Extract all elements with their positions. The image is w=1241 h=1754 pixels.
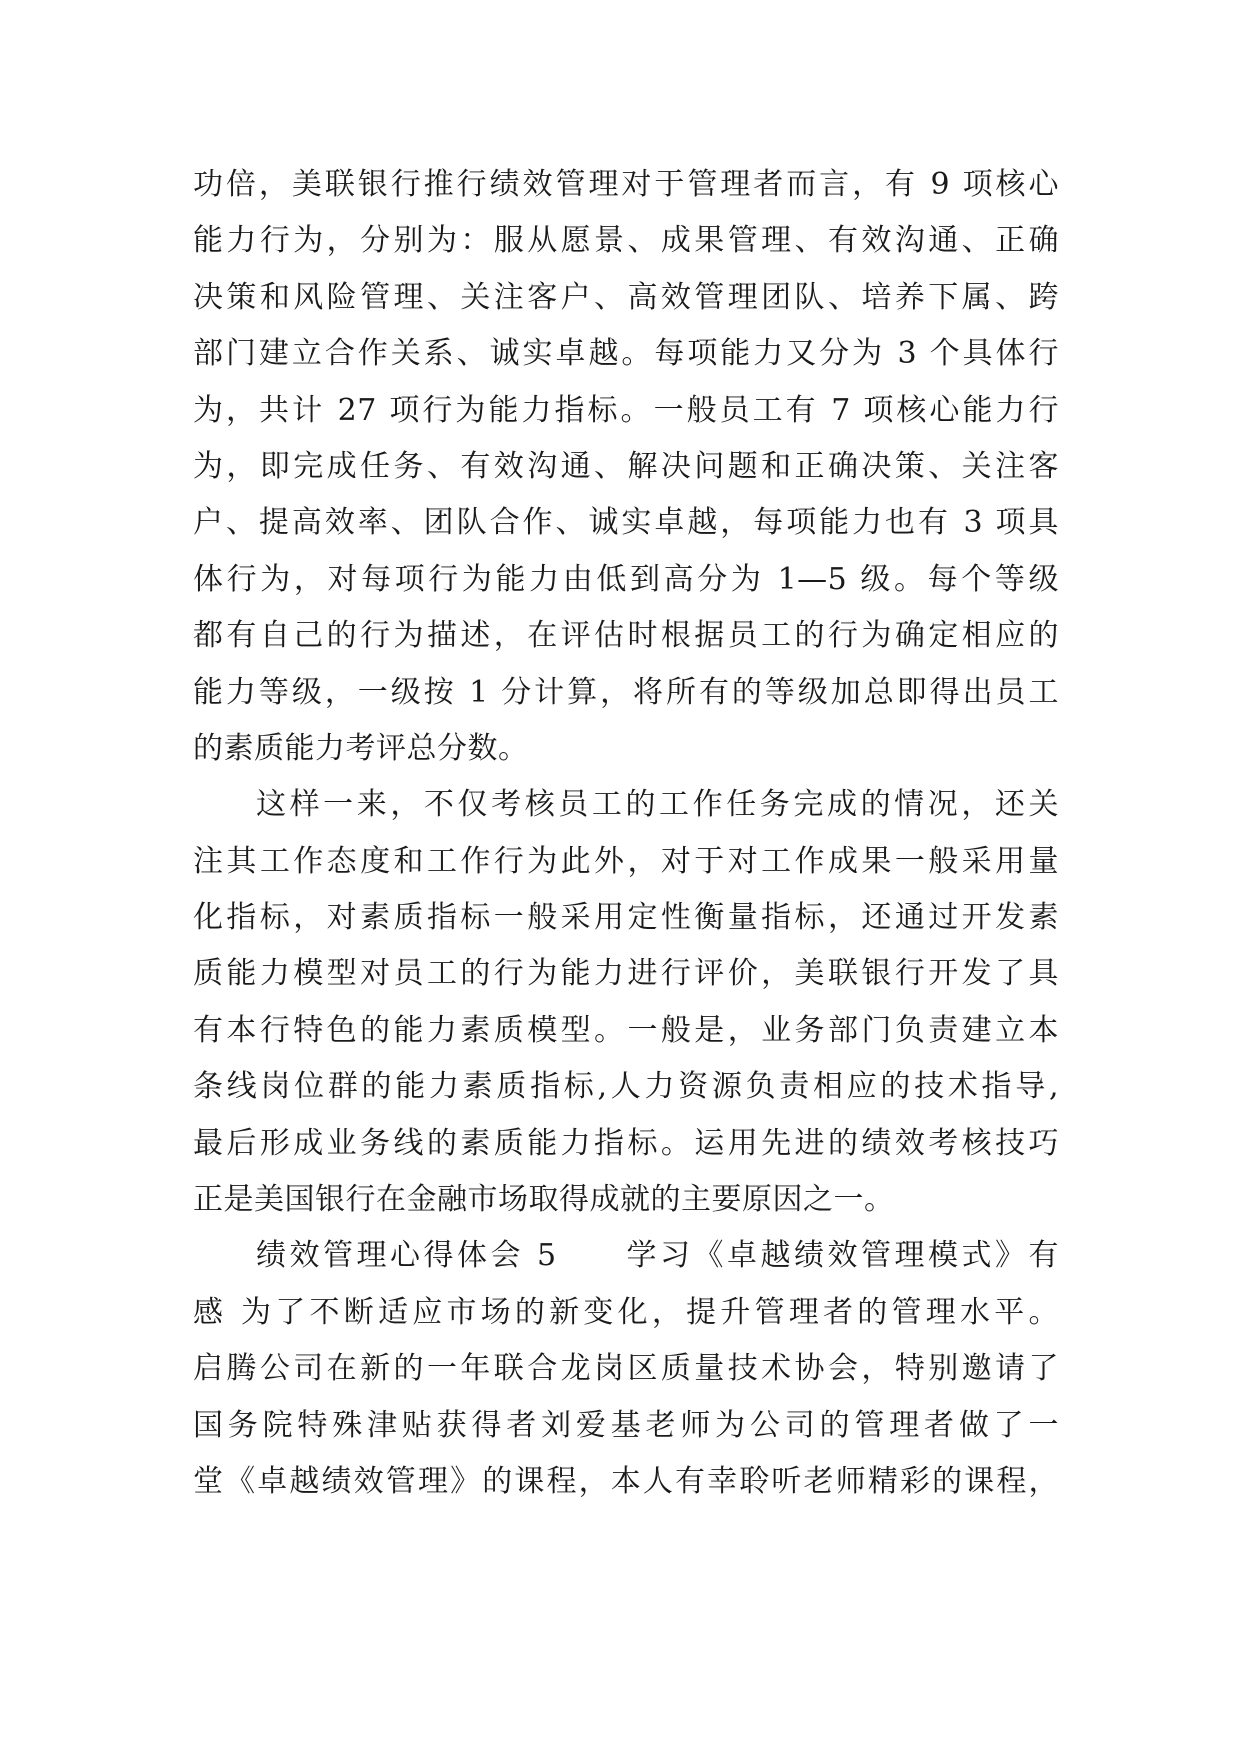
paragraph-1 — [193, 157, 1059, 777]
text-line: 决策和风险管理、关注客户、高效管理团队、培养下属、跨 — [193, 279, 1059, 315]
document-body — [193, 157, 1059, 1510]
text-line: 体行为，对每项行为能力由低到高分为 1—5 级。每个等级 — [193, 561, 1059, 597]
text-line: 功倍，美联银行推行绩效管理对于管理者而言，有 9 项核心 — [193, 167, 1059, 202]
text-line: 最后形成业务线的素质能力指标。运用先进的绩效考核技巧 — [193, 1125, 1059, 1161]
text-line: 化指标，对素质指标一般采用定性衡量指标，还通过开发素 — [193, 900, 1059, 936]
text-line: 有本行特色的能力素质模型。一般是，业务部门负责建立本 — [193, 1012, 1059, 1048]
paragraph-3 — [193, 1228, 1059, 1510]
text-line: 绩效管理心得体会 5 学习《卓越绩效管理模式》有 — [256, 1238, 1059, 1274]
text-line: 的素质能力考评总分数。 — [193, 730, 529, 766]
text-line: 感 为了不断适应市场的新变化，提升管理者的管理水平。 — [193, 1294, 1059, 1330]
text-line: 启腾公司在新的一年联合龙岗区质量技术协会，特别邀请了 — [193, 1351, 1059, 1387]
paragraph-2 — [193, 777, 1059, 1228]
text-line: 户、提高效率、团队合作、诚实卓越，每项能力也有 3 项具 — [193, 505, 1059, 541]
text-line: 为，共计 27 项行为能力指标。一般员工有 7 项核心能力行 — [193, 392, 1059, 428]
text-line: 注其工作态度和工作行为此外，对于对工作成果一般采用量 — [193, 843, 1059, 879]
text-line: 部门建立合作关系、诚实卓越。每项能力又分为 3 个具体行 — [193, 336, 1059, 372]
text-line: 为，即完成任务、有效沟通、解决问题和正确决策、关注客 — [193, 448, 1059, 484]
text-line: 国务院特殊津贴获得者刘爱基老师为公司的管理者做了一 — [193, 1407, 1059, 1443]
text-line: 能力行为，分别为：服从愿景、成果管理、有效沟通、正确 — [193, 223, 1059, 259]
text-line: 这样一来，不仅考核员工的工作任务完成的情况，还关 — [256, 787, 1059, 823]
text-line: 质能力模型对员工的行为能力进行评价，美联银行开发了具 — [193, 956, 1059, 992]
text-line: 正是美国银行在金融市场取得成就的主要原因之一。 — [193, 1182, 895, 1218]
text-line: 能力等级，一级按 1 分计算，将所有的等级加总即得出员工 — [193, 674, 1059, 710]
text-line: 都有自己的行为描述，在评估时根据员工的行为确定相应的 — [193, 618, 1059, 654]
text-line: 堂《卓越绩效管理》的课程，本人有幸聆听老师精彩的课程， — [193, 1463, 1059, 1499]
text-line: 条线岗位群的能力素质指标,人力资源负责相应的技术指导, — [193, 1069, 1059, 1105]
